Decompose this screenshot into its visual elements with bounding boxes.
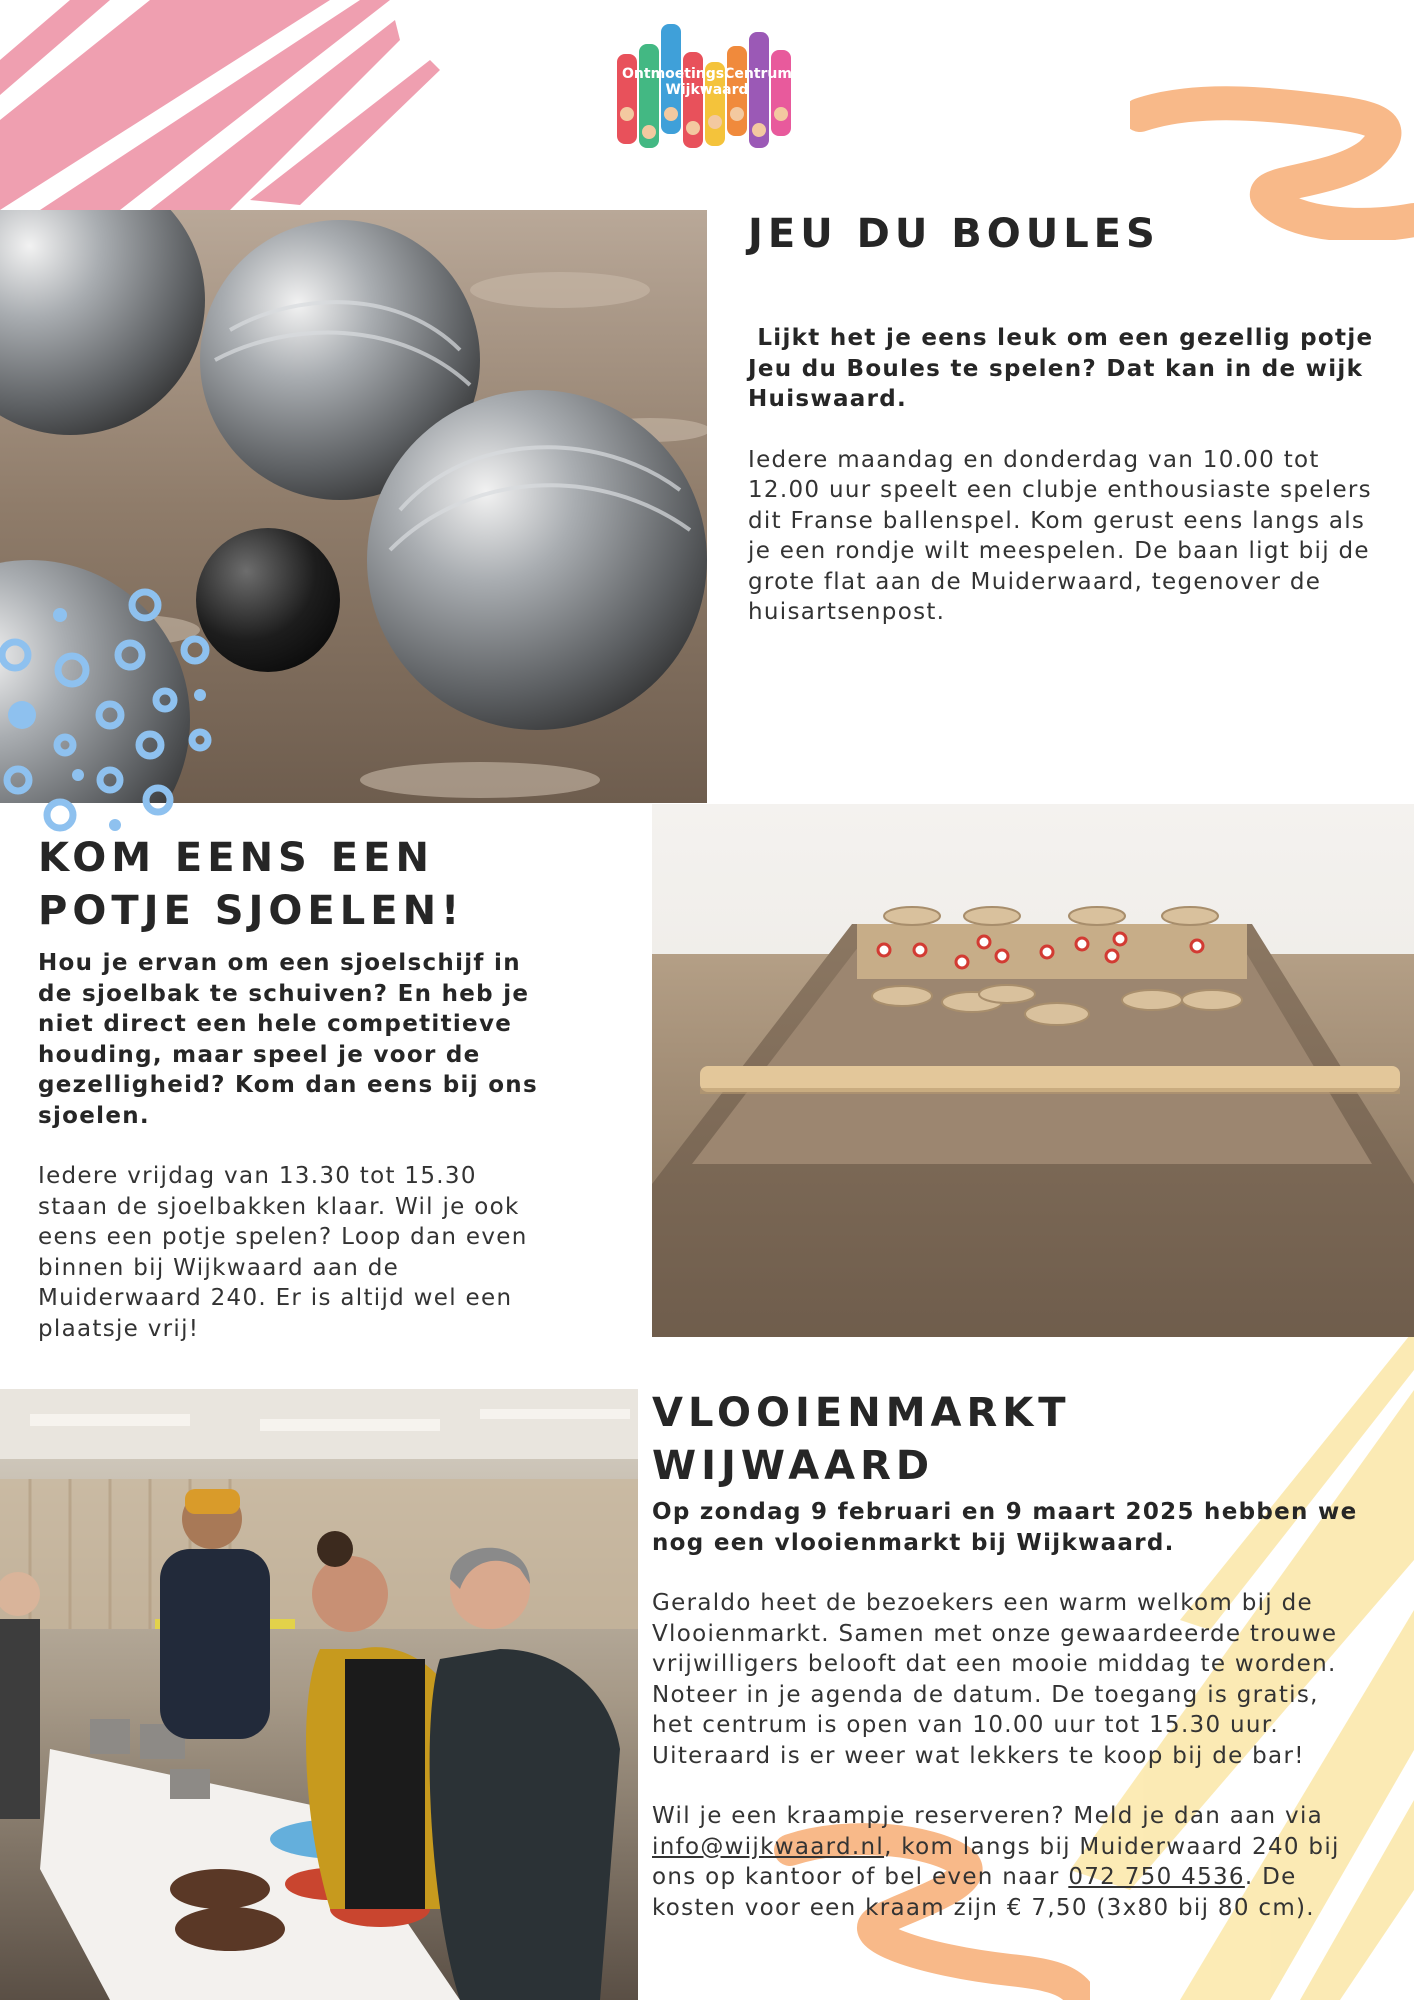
sjoelen-lead: Hou je ervan om een sjoelschijf in de sjoelbak te schuiven? En heb je niet direct een hele competitieve houding, maar speel je voor de gezelligheid? Kom dan eens bij ons sjoelen. [38,950,538,1129]
boules-body: Iedere maandag en donderdag van 10.00 tot 12.00 uur speelt een clubje enthousiaste spelers dit Franse ballenspel. Kom gerust eens langs als je een rondje wilt meespelen. De baan ligt bij de grote flat aan de Muiderwaard, tegenover de huisartsenpost. [748,446,1372,625]
vlooienmarkt-photo [0,1389,638,2000]
vlooienmarkt-reserve [652,1801,1362,1923]
vlooienmarkt-body: Geraldo heet de bezoekers een warm welkom bij de Vlooienmarkt. Samen met onze gewaardeerde trouwe vrijwilligers belooft dat een mooie middag te worden. Noteer in je agenda de datum. De toegang is gratis, het centrum is open van 10.00 uur tot 15.30 uur. Uiteraard is er weer wat lekkers te koop bij de bar! [652,1590,1338,1769]
email-link[interactable]: info@wijkwaard.nl [652,1833,885,1860]
logo-line1: OntmoetingsCentrum [622,66,792,82]
sjoelbak-photo [652,804,1414,1337]
boules-section [748,208,1388,628]
sjoelen-title-line1: KOM EENS EEN [38,835,434,881]
phone-link[interactable]: 072 750 4536 [1068,1864,1245,1890]
vlooienmarkt-title: VLOOIENMARKT WIJWAARD [652,1390,1071,1489]
reserve-text-pre: Wil je een kraampje reserveren? Meld je dan aan via [652,1803,1324,1829]
pink-brush-decoration [0,0,460,215]
sjoelen-title [38,832,538,938]
reserve-text-post: . De kosten voor een kraam zijn € 7,50 (3x80 bij 80 cm). [652,1864,1315,1921]
vlooienmarkt-section [652,1387,1362,1923]
logo-graphic [615,22,800,150]
boules-title: JEU DU BOULES [748,211,1160,257]
sjoelen-title-line2: POTJE SJOELEN! [38,888,465,934]
sjoelen-body: Iedere vrijdag van 13.30 tot 15.30 staan de sjoelbakken klaar. Wil je ook eens een potje spelen? Loop dan even binnen bij Wijkwaard aan de Muiderwaard 240. Er is altijd wel een plaatsje vrij! [38,1163,528,1342]
vlooienmarkt-lead: Op zondag 9 februari en 9 maart 2025 hebben we nog een vlooienmarkt bij Wijkwaard. [652,1499,1358,1556]
logo [615,22,800,150]
reserve-text-mid: , kom langs bij Muiderwaard 240 bij ons op kantoor of bel even naar [652,1833,1340,1890]
sjoelen-section [38,832,538,1344]
boules-lead: Lijkt het je eens leuk om een gezellig potje Jeu du Boules te spelen? Dat kan in de wijk Huiswaard. [748,325,1383,412]
logo-line2: Wijkwaard [665,82,749,98]
blue-dots-decoration [0,585,220,835]
